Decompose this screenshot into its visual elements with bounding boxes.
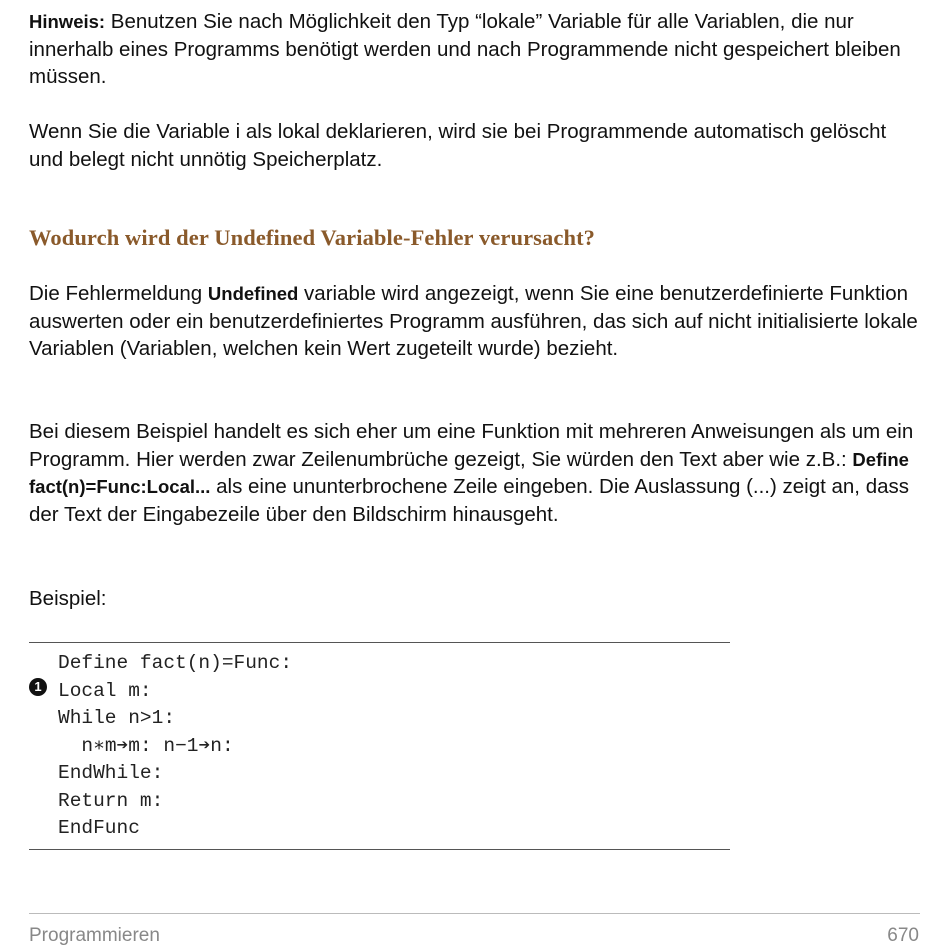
footer-page-number: 670 [887, 925, 919, 946]
code-line-1: Define fact(n)=Func: [58, 652, 293, 674]
local-variable-text: Wenn Sie die Variable i als lokal deklarieren, wird sie bei Programmende automatisch gelöscht und belegt nicht unnötig Speicherplatz. [29, 120, 887, 171]
error-text-before: Die Fehlermeldung [29, 282, 208, 305]
example-text-after: als eine ununterbrochene Zeile eingeben. Die Auslassung (...) zeigt an, dass der Text der Eingabezeile über den Bildschirm hinausgeht. [29, 475, 909, 526]
footer-section-title: Programmieren [29, 925, 160, 946]
note-text: Benutzen Sie nach Möglichkeit den Typ “lokale” Variable für alle Variablen, die nur innerhalb eines Programms benötigt werden und nach Programmende nicht gespeichert bleiben müssen. [29, 10, 901, 88]
error-keyword: Undefined [207, 283, 299, 304]
example-inline-code: Define fact(n)=Func:Local... [29, 448, 909, 497]
error-message-paragraph [29, 280, 924, 363]
example-explanation-paragraph [29, 418, 924, 528]
code-line-2: Local m: [58, 679, 152, 702]
note-paragraph [29, 8, 924, 91]
code-line-7: EndFunc [58, 817, 140, 839]
code-example [29, 642, 730, 850]
local-variable-paragraph [29, 118, 924, 173]
footer-divider [29, 913, 920, 914]
code-line-6: Return m: [58, 789, 164, 812]
example-label-text: Beispiel: [29, 587, 107, 610]
note-label: Hinweis: [29, 11, 106, 32]
callout-marker-icon: 1 [29, 678, 47, 696]
example-text-before: Bei diesem Beispiel handelt es sich eher um eine Funktion mit mehreren Anweisungen als um ein Programm. Hier werden zwar Zeilenumbrüche gezeigt, Sie würden den Text aber wie z.B.: [29, 420, 914, 471]
code-line-3: While n>1: [58, 707, 176, 729]
example-label [29, 585, 429, 613]
section-heading: Wodurch wird der Undefined Variable-Fehler verursacht? [29, 225, 596, 250]
error-text-after: variable wird angezeigt, wenn Sie eine benutzerdefinierte Funktion auswerten oder ein benutzerdefiniertes Programm ausführen, das sich auf nicht initialisierte lokale Variablen (Variablen, welchen kein Wert zugeteilt wurde) bezieht. [29, 282, 918, 360]
code-line-4: n∗m➔m: n−1➔n: [58, 734, 234, 757]
code-line-5: EndWhile: [58, 762, 164, 784]
